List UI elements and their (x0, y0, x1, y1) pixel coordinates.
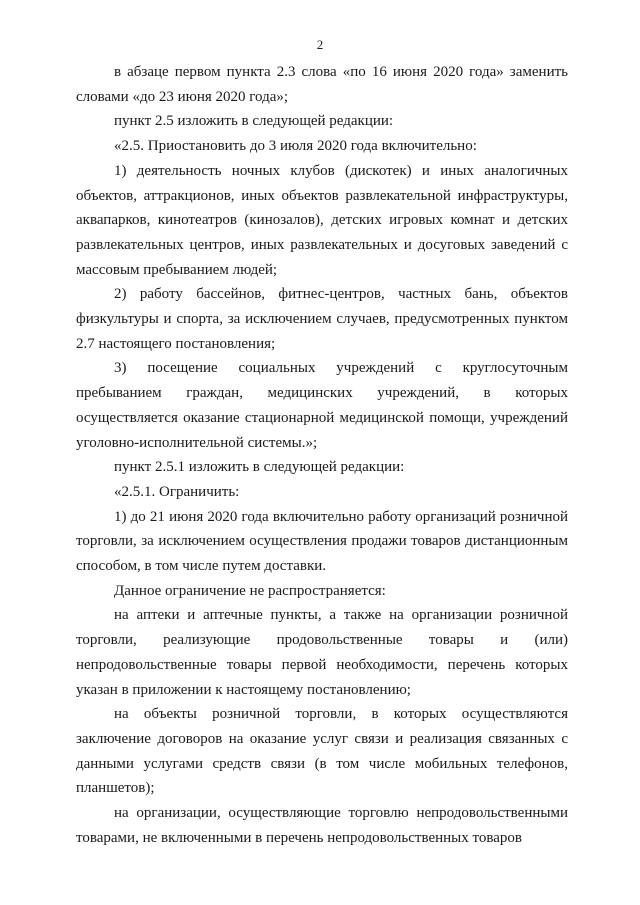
paragraph: 1) деятельность ночных клубов (дискотек) и иных аналогичных объектов, аттракционов, иных объектов развлекательной инфраструктуры, аквапарков, кинотеатров (кинозалов), детских игровых комнат и детских развлекательных центров, иных развлекательных и досуговых заведений с массовым пребыванием людей; (76, 162, 568, 278)
paragraph: в абзаце первом пункта 2.3 слова «по 16 июня 2020 года» заменить словами «до 23 июня 2020 года»; (76, 64, 568, 105)
paragraph: 3) посещение социальных учреждений с круглосуточным пребыванием граждан, медицинских учреждений, в которых осуществляется оказание стационарной медицинской помощи, учреждений уголовно-исполнительной системы.»; (76, 360, 568, 451)
document-body (76, 60, 568, 851)
paragraph: пункт 2.5 изложить в следующей редакции: (114, 113, 394, 130)
paragraph: Данное ограничение не распространяется: (114, 582, 386, 599)
paragraph: пункт 2.5.1 изложить в следующей редакции: (114, 459, 405, 476)
paragraph: «2.5.1. Ограничить: (114, 483, 240, 500)
paragraph: 2) работу бассейнов, фитнес-центров, частных бань, объектов физкультуры и спорта, за исключением случаев, предусмотренных пунктом 2.7 настоящего постановления; (76, 286, 568, 352)
paragraph: на аптеки и аптечные пункты, а также на организации розничной торговли, реализующие продовольственные товары и (или) непродовольственные товары первой необходимости, перечень которых указан в приложении к настоящему постановлению; (76, 607, 568, 698)
paragraph: на объекты розничной торговли, в которых осуществляются заключение договоров на оказание услуг связи и реализация связанных с данными услугами средств связи (в том числе мобильных телефонов, планшетов); (76, 706, 568, 797)
paragraph: 1) до 21 июня 2020 года включительно работу организаций розничной торговли, за исключением осуществления продажи товаров дистанционным способом, в том числе путем доставки. (76, 508, 568, 575)
page-number: 2 (316, 37, 324, 52)
paragraph: на организации, осуществляющие торговлю непродовольственными товарами, не включенными в перечень непродовольственных товаров (76, 805, 568, 846)
paragraph: «2.5. Приостановить до 3 июля 2020 года включительно: (114, 138, 477, 155)
